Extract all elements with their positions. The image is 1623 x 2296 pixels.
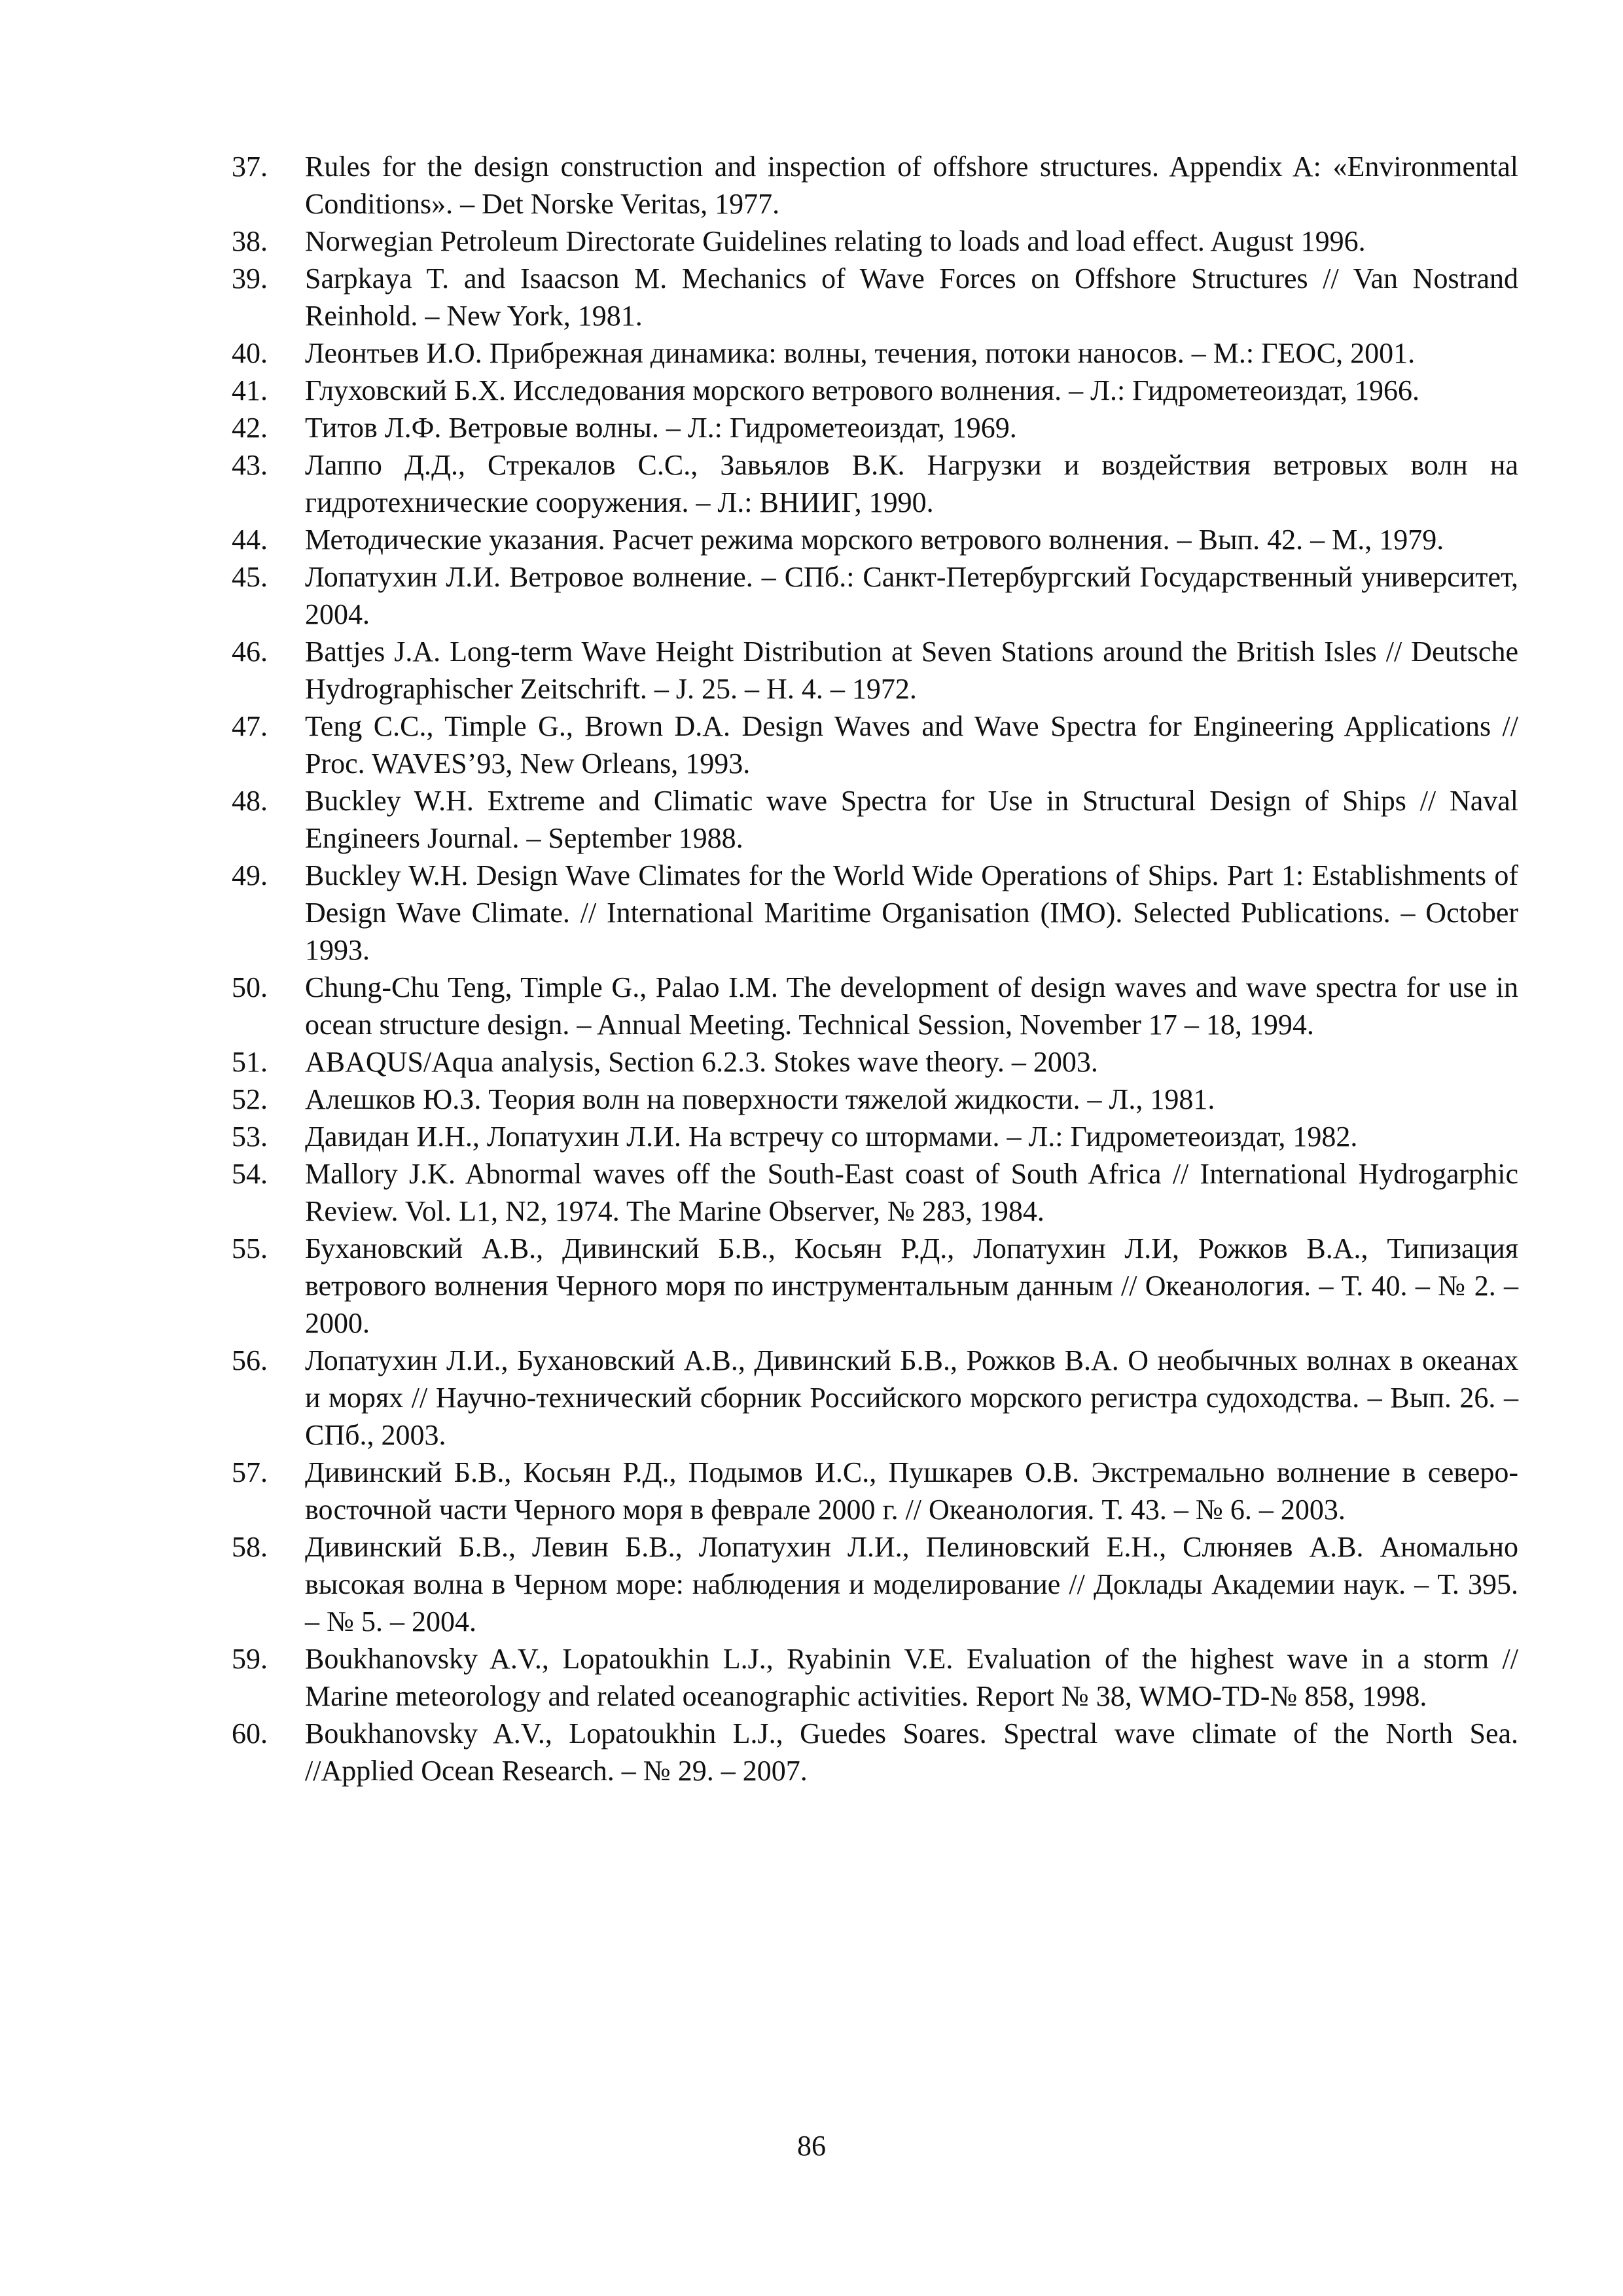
reference-text: Дивинский Б.В., Косьян Р.Д., Подымов И.С., Пушкарев О.В. Экстремально волнение в северо-восточной части Черного моря в феврале 2000 г. // Океанология. Т. 43. – № 6. – 2003. (305, 1456, 1518, 1526)
reference-text: Battjes J.A. Long-term Wave Height Distribution at Seven Stations around the British Isles // Deutsche Hydrographischer Zeitschrift. – J. 25. – H. 4. – 1972. (305, 636, 1518, 705)
reference-text: Norwegian Petroleum Directorate Guidelines relating to loads and load effect. August 1996. (305, 225, 1366, 257)
reference-number: 57. (232, 1456, 268, 1488)
reference-number: 58. (232, 1531, 268, 1563)
reference-number: 56. (232, 1344, 268, 1376)
reference-number: 38. (232, 225, 268, 257)
page-number: 86 (797, 2130, 826, 2162)
reference-number: 48. (232, 785, 268, 817)
reference-text: Лаппо Д.Д., Стрекалов С.С., Завьялов В.К. Нагрузки и воздействия ветровых волн на гидротехнические сооружения. – Л.: ВНИИГ, 1990. (305, 449, 1518, 518)
reference-item (209, 1043, 1518, 1081)
reference-item (209, 969, 1518, 1043)
reference-text: Алешков Ю.З. Теория волн на поверхности тяжелой жидкости. – Л., 1981. (305, 1083, 1215, 1115)
reference-text: Лопатухин Л.И., Бухановский А.В., Дивинский Б.В., Рожков В.А. О необычных волнах в океанах и морях // Научно-технический сборник Российского морского регистра судоходства. – Вып. 26. – СПб., 2003. (305, 1344, 1518, 1451)
reference-text: Teng C.C., Timple G., Brown D.A. Design Waves and Wave Spectra for Engineering Applications // Proc. WAVES’93, New Orleans, 1993. (305, 710, 1518, 780)
reference-number: 47. (232, 710, 268, 742)
reference-number: 42. (232, 412, 268, 444)
reference-item (209, 1715, 1518, 1789)
reference-number: 40. (232, 337, 268, 369)
reference-number: 54. (232, 1158, 268, 1190)
reference-text: Леонтьев И.О. Прибрежная динамика: волны, течения, потоки наносов. – М.: ГЕОС, 2001. (305, 337, 1416, 369)
reference-item (209, 1640, 1518, 1715)
reference-text: Chung-Chu Teng, Timple G., Palao I.M. The development of design waves and wave spectra for use in ocean structure design. – Annual Meeting. Technical Session, November 17 – 18, 1994. (305, 971, 1518, 1041)
reference-text: Методические указания. Расчет режима морского ветрового волнения. – Вып. 42. – М., 1979. (305, 524, 1444, 556)
reference-item (209, 446, 1518, 521)
reference-item (209, 372, 1518, 409)
reference-number: 46. (232, 636, 268, 668)
reference-number: 52. (232, 1083, 268, 1115)
reference-item (209, 148, 1518, 223)
reference-text: Buckley W.H. Extreme and Climatic wave Spectra for Use in Structural Design of Ships // Naval Engineers Journal. – September 1988. (305, 785, 1518, 854)
reference-text: Boukhanovsky A.V., Lopatoukhin L.J., Ryabinin V.E. Evaluation of the highest wave in a storm // Marine meteorology and related oceanographic activities. Report № 38, WMO-TD-№ 858, 1998. (305, 1643, 1518, 1712)
reference-item (209, 782, 1518, 857)
reference-number: 45. (232, 561, 268, 593)
reference-item (209, 857, 1518, 969)
reference-number: 60. (232, 1717, 268, 1749)
reference-number: 49. (232, 859, 268, 891)
reference-item (209, 1342, 1518, 1454)
reference-number: 43. (232, 449, 268, 481)
reference-item (209, 223, 1518, 260)
reference-item (209, 1528, 1518, 1640)
reference-text: Rules for the design construction and inspection of offshore structures. Appendix A: «Environmental Conditions». – Det Norske Veritas, 1977. (305, 151, 1518, 220)
reference-text: Глуховский Б.Х. Исследования морского ветрового волнения. – Л.: Гидрометеоиздат, 1966. (305, 374, 1420, 406)
reference-item (209, 1118, 1518, 1155)
reference-item (209, 1230, 1518, 1342)
reference-item (209, 708, 1518, 782)
reference-number: 37. (232, 151, 268, 183)
reference-item (209, 260, 1518, 334)
reference-text: Mallory J.K. Abnormal waves off the South-East coast of South Africa // International Hydrogarphic Review. Vol. L1, N2, 1974. The Marine Observer, № 283, 1984. (305, 1158, 1518, 1227)
reference-text: Sarpkaya T. and Isaacson M. Mechanics of Wave Forces on Offshore Structures // Van Nostrand Reinhold. – New York, 1981. (305, 262, 1518, 332)
reference-number: 55. (232, 1232, 268, 1265)
reference-number: 51. (232, 1046, 268, 1078)
reference-text: Дивинский Б.В., Левин Б.В., Лопатухин Л.И., Пелиновский Е.Н., Слюняев А.В. Аномально высокая волна в Черном море: наблюдения и моделирование // Доклады Академии наук. – Т. 395. – № 5. – 2004. (305, 1531, 1518, 1638)
reference-item (209, 1081, 1518, 1118)
reference-number: 39. (232, 262, 268, 295)
reference-item (209, 633, 1518, 708)
reference-number: 44. (232, 524, 268, 556)
reference-item (209, 409, 1518, 446)
reference-item (209, 1454, 1518, 1528)
reference-text: ABAQUS/Aqua analysis, Section 6.2.3. Stokes wave theory. – 2003. (305, 1046, 1098, 1078)
reference-item (209, 334, 1518, 372)
reference-text: Бухановский А.В., Дивинский Б.В., Косьян Р.Д., Лопатухин Л.И, Рожков В.А., Типизация ветрового волнения Черного моря по инструментальным данным // Океанология. – Т. 40. – № 2. – 2000. (305, 1232, 1518, 1339)
reference-item (209, 558, 1518, 633)
reference-text: Лопатухин Л.И. Ветровое волнение. – СПб.: Санкт-Петербургский Государственный университет, 2004. (305, 561, 1518, 630)
reference-number: 50. (232, 971, 268, 1003)
reference-text: Давидан И.Н., Лопатухин Л.И. На встречу со штормами. – Л.: Гидрометеоиздат, 1982. (305, 1121, 1358, 1153)
reference-item (209, 521, 1518, 558)
reference-text: Титов Л.Ф. Ветровые волны. – Л.: Гидрометеоиздат, 1969. (305, 412, 1017, 444)
reference-item (209, 1155, 1518, 1230)
reference-list (209, 148, 1518, 1789)
reference-number: 59. (232, 1643, 268, 1675)
reference-text: Boukhanovsky A.V., Lopatoukhin L.J., Guedes Soares. Spectral wave climate of the North Sea. //Applied Ocean Research. – № 29. – 2007. (305, 1717, 1518, 1787)
reference-number: 53. (232, 1121, 268, 1153)
reference-number: 41. (232, 374, 268, 406)
reference-text: Buckley W.H. Design Wave Climates for the World Wide Operations of Ships. Part 1: Establishments of Design Wave Climate. // International Maritime Organisation (IMO). Selected Publications. – October 1993. (305, 859, 1518, 966)
